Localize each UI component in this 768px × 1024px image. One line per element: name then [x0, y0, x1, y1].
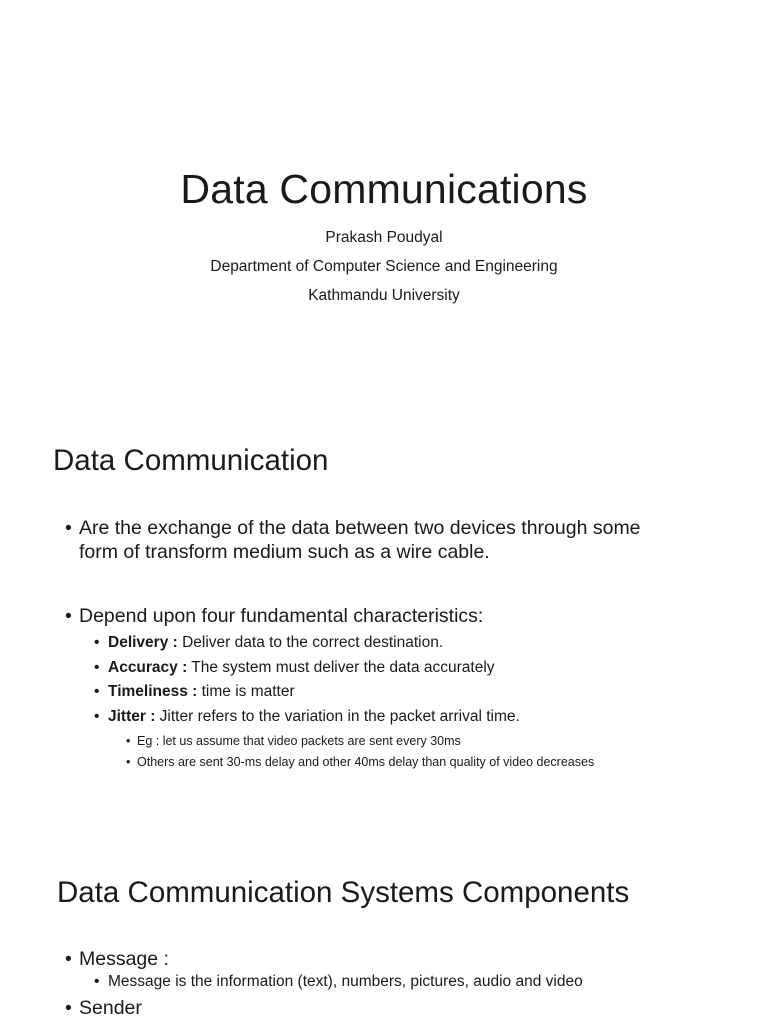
bullet-dot-icon: •	[65, 605, 72, 627]
presentation-title: Data Communications	[180, 166, 588, 212]
characteristic-item	[94, 707, 520, 727]
bullet-sender	[65, 996, 142, 1020]
bullet-text: Depend upon four fundamental characteristics:	[79, 605, 484, 627]
department-name: Department of Computer Science and Engineering	[210, 258, 558, 275]
university-name: Kathmandu University	[308, 287, 460, 304]
bullet-exchange-definition	[65, 516, 739, 564]
characteristic-item	[94, 682, 295, 702]
title-slide	[0, 0, 768, 432]
bullet-dot-icon: •	[94, 708, 100, 725]
bullet-text-line: Are the exchange of the data between two devices through some	[79, 517, 641, 539]
slide-heading: Data Communication	[53, 444, 329, 477]
characteristic-term: Timeliness :	[108, 683, 198, 700]
characteristic-item	[94, 658, 495, 678]
characteristic-desc: Jitter refers to the variation in the packet arrival time.	[155, 708, 520, 725]
bullet-dot-icon: •	[126, 734, 131, 748]
bullet-message	[65, 947, 169, 971]
bullet-text-line: form of transform medium such as a wire cable.	[79, 541, 490, 563]
bullet-dot-icon: •	[94, 683, 100, 700]
data-communication-slide	[0, 432, 768, 864]
bullet-text: Message :	[79, 948, 169, 970]
characteristic-term: Accuracy :	[108, 659, 188, 676]
jitter-example	[126, 754, 595, 770]
message-definition	[94, 972, 583, 992]
bullet-text: Sender	[79, 997, 142, 1019]
characteristic-desc: Deliver data to the correct destination.	[177, 634, 444, 651]
jitter-example-text: Others are sent 30-ms delay and other 40ms delay than quality of video decreases	[137, 755, 595, 769]
characteristic-desc: The system must deliver the data accurately	[187, 659, 495, 676]
bullet-dot-icon: •	[65, 948, 72, 970]
jitter-example	[126, 733, 461, 749]
message-definition-text: Message is the information (text), numbers, pictures, audio and video	[108, 973, 583, 990]
bullet-dot-icon: •	[94, 634, 100, 651]
characteristic-desc: time is matter	[197, 683, 295, 700]
bullet-dot-icon: •	[65, 997, 72, 1019]
author-name: Prakash Poudyal	[325, 229, 443, 246]
bullet-dot-icon: •	[94, 973, 100, 990]
components-slide	[0, 864, 768, 1024]
characteristic-term: Jitter :	[108, 708, 156, 725]
characteristic-term: Delivery :	[108, 634, 178, 651]
jitter-example-text: Eg : let us assume that video packets are sent every 30ms	[137, 734, 461, 748]
characteristic-item	[94, 633, 444, 653]
slide-heading: Data Communication Systems Components	[57, 876, 630, 909]
bullet-characteristics	[65, 604, 739, 628]
bullet-dot-icon: •	[65, 517, 72, 539]
bullet-dot-icon: •	[126, 755, 131, 769]
bullet-dot-icon: •	[94, 659, 100, 676]
